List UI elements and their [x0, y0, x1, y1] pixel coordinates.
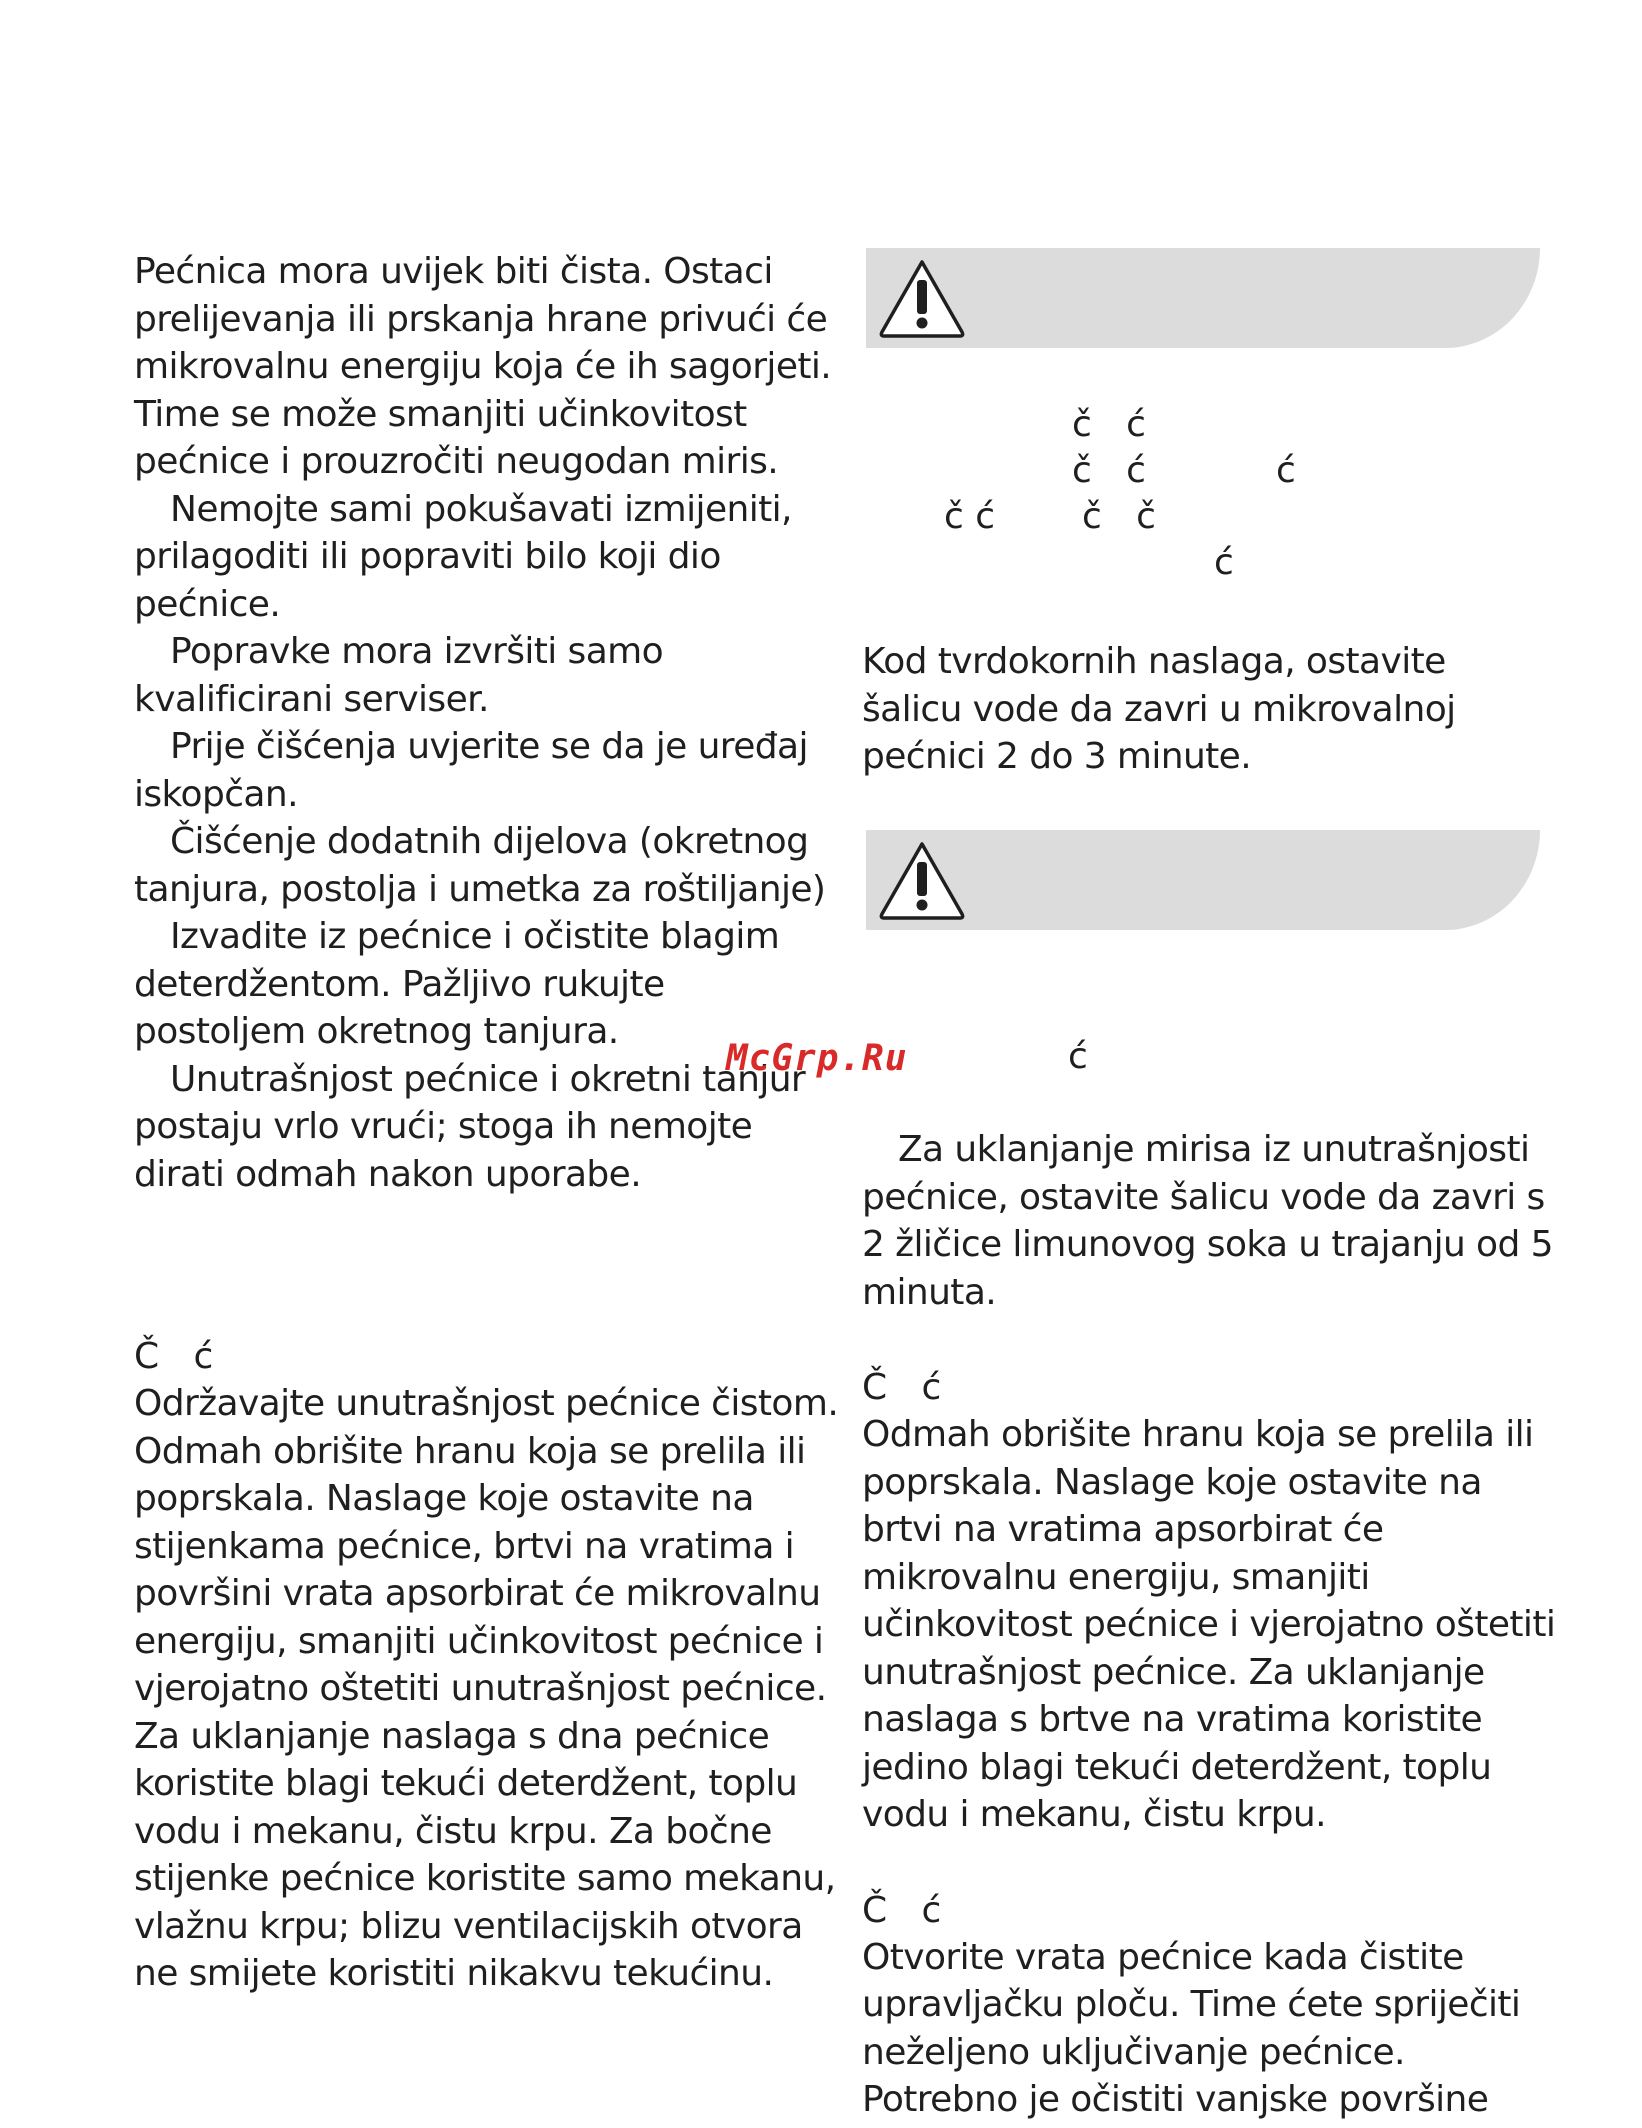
tip-line: pećnice, ostavite šalicu vode da zavri s: [862, 1176, 1545, 1218]
section-line: učinkovitost pećnice i vjerojatno oštetiti: [862, 1604, 1556, 1645]
section-line: vlažnu krpu; blizu ventilacijskih otvora: [134, 1905, 803, 1947]
bullet-line: Čišćenje dodatnih dijelova (okretnog: [170, 821, 809, 862]
section-line: vodu i mekanu, čistu krpu.: [862, 1794, 1326, 1835]
section-line: jedino blagi tekući deterdžent, toplu: [862, 1746, 1492, 1788]
section-line: koristite blagi tekući deterdžent, toplu: [134, 1763, 798, 1804]
bullet-line: deterdžentom. Pažljivo rukujte: [134, 963, 665, 1005]
bullet-line: Prije čišćenja uvjerite se da je uređaj: [170, 726, 808, 767]
bullet-line: postaju vrlo vrući; stoga ih nemojte: [134, 1106, 753, 1147]
bullet-line: Popravke mora izvršiti samo: [170, 631, 664, 672]
section-line: poprskala. Naslage koje ostavite na: [862, 1461, 1482, 1503]
section-line: Odmah obrišite hranu koja se prelila ili: [862, 1414, 1534, 1455]
section-line: stijenke pećnice koristite samo mekanu,: [134, 1858, 836, 1899]
section-line: energiju, smanjiti učinkovitost pećnice i: [134, 1620, 824, 1662]
tip-line: Kod tvrdokornih naslaga, ostavite: [862, 641, 1446, 682]
section-line: brtvi na vratima apsorbirat će: [862, 1509, 1384, 1550]
section-line: poprskala. Naslage koje ostavite na: [134, 1478, 754, 1519]
warning-text-fragment: č ć: [1072, 404, 1146, 445]
section-line: unutrašnjost pećnice. Za uklanjanje: [862, 1651, 1485, 1693]
warning-text-fragment: ć: [1068, 1036, 1088, 1077]
warning-text-fragment: ć: [1214, 542, 1234, 583]
tip-line: šalicu vode da zavri u mikrovalnoj: [862, 688, 1456, 730]
section-line: stijenkama pećnice, brtvi na vratima i: [134, 1525, 795, 1567]
section-line: vjerojatno oštetiti unutrašnjost pećnice.: [134, 1668, 827, 1709]
intro-line: Time se može smanjiti učinkovitost: [134, 393, 747, 435]
right-text-block: [862, 1126, 1556, 2124]
bullet-line: postoljem okretnog tanjura.: [134, 1011, 619, 1052]
section-heading: Č ć: [134, 1336, 214, 1377]
warning-icon: [876, 256, 968, 340]
warning-banner: [866, 248, 1540, 348]
intro-line: mikrovalnu energiju koja će ih sagorjeti.: [134, 346, 832, 387]
bullet-line: prilagoditi ili popraviti bilo koji dio: [134, 536, 721, 577]
tip-line: minuta.: [862, 1271, 997, 1313]
warning-text-fragment: ć: [1276, 450, 1296, 491]
warning-text-fragment: č ć: [1072, 450, 1146, 491]
section-line: Otvorite vrata pećnice kada čistite: [862, 1936, 1464, 1978]
section-heading: Č ć: [862, 1367, 942, 1408]
tip-block: [862, 638, 1542, 781]
bullet-line: pećnice.: [134, 583, 281, 625]
left-column: [134, 248, 839, 1998]
section-line: Odmah obrišite hranu koja se prelila ili: [134, 1430, 806, 1472]
tip-line: pećnici 2 do 3 minute.: [862, 736, 1252, 777]
bullet-line: Nemojte sami pokušavati izmijeniti,: [170, 488, 792, 530]
watermark: McGrp.Ru: [726, 1038, 908, 1079]
section-line: Održavajte unutrašnjost pećnice čistom.: [134, 1383, 839, 1424]
warning-text-fragment: č ć: [944, 496, 996, 537]
section-line: Za uklanjanje naslaga s dna pećnice: [134, 1715, 770, 1757]
section-heading: Č ć: [862, 1889, 942, 1931]
section-line: ne smijete koristiti nikakvu tekućinu.: [134, 1953, 774, 1994]
bullet-line: Unutrašnjost pećnice i okretni tanjur: [170, 1058, 806, 1100]
intro-line: prelijevanja ili prskanja hrane privući će: [134, 298, 828, 340]
section-line: Potrebno je očistiti vanjske površine: [862, 2079, 1489, 2120]
tip-line: Za uklanjanje mirisa iz unutrašnjosti: [898, 1129, 1530, 1170]
section-line: vodu i mekanu, čistu krpu. Za bočne: [134, 1810, 772, 1852]
bullet-line: tanjura, postolja i umetka za roštiljanje): [134, 868, 826, 910]
section-line: neželjeno uključivanje pećnice.: [862, 2031, 1405, 2073]
bullet-line: dirati odmah nakon uporabe.: [134, 1153, 642, 1195]
section-line: mikrovalnu energiju, smanjiti: [862, 1556, 1370, 1598]
warning-banner: [866, 830, 1540, 930]
bullet-line: iskopčan.: [134, 773, 298, 815]
intro-line: Pećnica mora uvijek biti čista. Ostaci: [134, 251, 773, 292]
tip-line: 2 žličice limunovog soka u trajanju od 5: [862, 1224, 1553, 1265]
section-line: naslaga s brtve na vratima koristite: [862, 1699, 1483, 1740]
section-line: upravljačku ploču. Time ćete spriječiti: [862, 1984, 1521, 2025]
intro-line: pećnice i prouzročiti neugodan miris.: [134, 441, 779, 482]
bullet-line: kvalificirani serviser.: [134, 678, 489, 720]
warning-icon: [876, 838, 968, 922]
section-line: površini vrata apsorbirat će mikrovalnu: [134, 1573, 821, 1614]
warning-text-fragment: č č: [1082, 496, 1156, 537]
bullet-line: Izvadite iz pećnice i očistite blagim: [170, 916, 780, 957]
